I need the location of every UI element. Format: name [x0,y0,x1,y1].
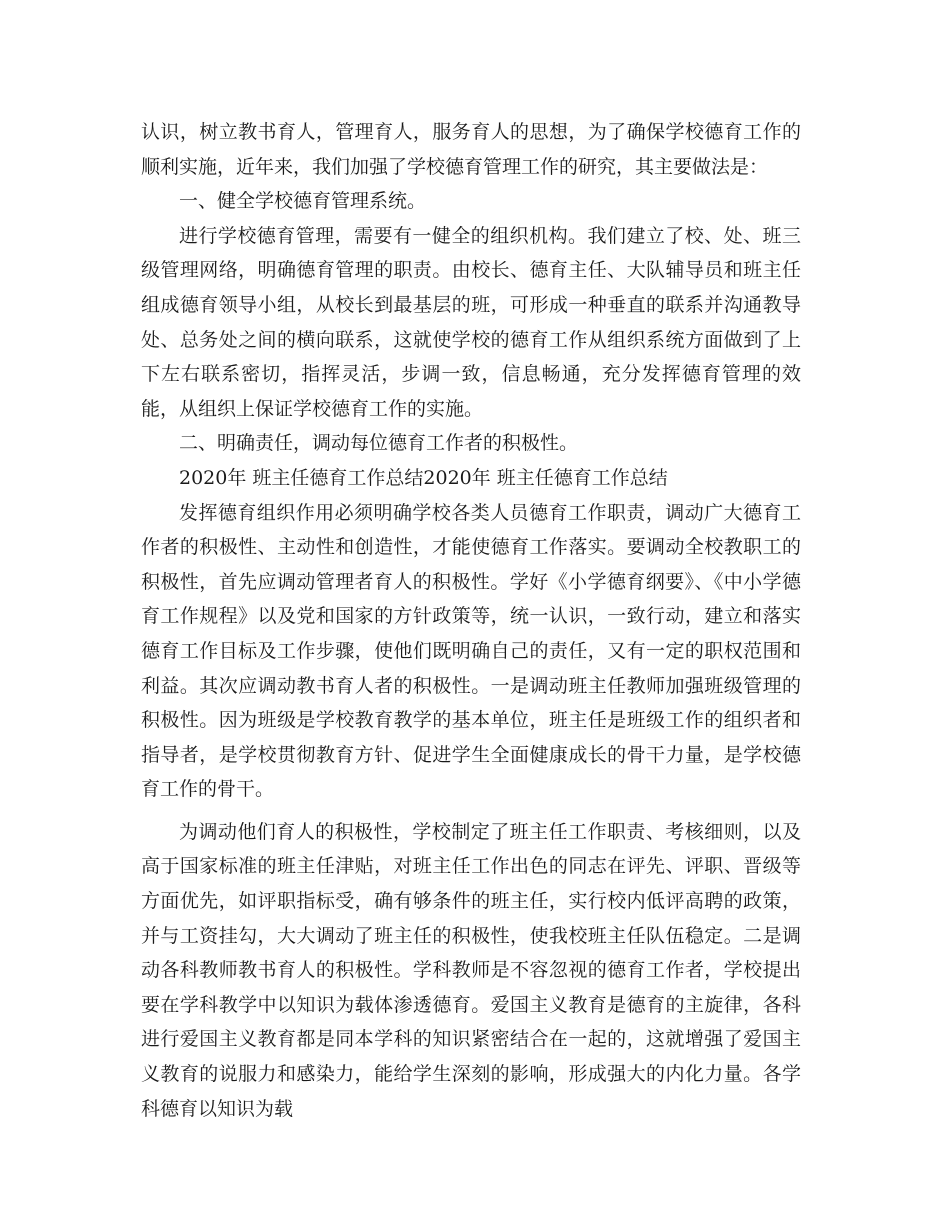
paragraph-organization: 进行学校德育管理，需要有一健全的组织机构。我们建立了校、处、班三级管理网络，明确德育管理的职责。由校长、德育主任、大队辅导员和班主任组成德育领导小组，从校长到最基层的班，可形成一种垂直的联系并沟通教导处、总务处之间的横向联系，这就使学校的德育工作从组织系统方面做到了上下左右联系密切，指挥灵活，步调一致，信息畅通，充分发挥德育管理的效能，从组织上保证学校德育工作的实施。 [141,224,801,420]
document-title-line: 2020年 班主任德育工作总结2020年 班主任德育工作总结 [179,466,668,489]
section-heading-2: 二、明确责任，调动每位德育工作者的积极性。 [179,432,579,455]
paragraph-motivation: 为调动他们育人的积极性，学校制定了班主任工作职责、考核细则，以及高于国家标准的班主任津贴，对班主任工作出色的同志在评先、评职、晋级等方面优先，如评职指标受，确有够条件的班主任，实行校内低评高聘的政策，并与工资挂勾，大大调动了班主任的积极性，使我校班主任队伍稳定。二是调动各科教师教书育人的积极性。学科教师是不容忽视的德育工作者，学校提出要在学科教学中以知识为载体渗透德育。爱国主义教育是德育的主旋律，各科进行爱国主义教育都是同本学科的知识紧密结合在一起的，这就增强了爱国主义教育的说服力和感染力，能给学生深刻的影响，形成强大的内化力量。各学科德育以知识为载 [141,820,801,1120]
section-heading-1: 一、健全学校德育管理系统。 [179,190,427,213]
paragraph-intro: 认识，树立教书育人，管理育人，服务育人的思想，为了确保学校德育工作的顺利实施，近年来，我们加强了学校德育管理工作的研究，其主要做法是： [141,121,801,178]
paragraph-responsibility: 发挥德育组织作用必须明确学校各类人员德育工作职责，调动广大德育工作者的积极性、主动性和创造性，才能使德育工作落实。要调动全校教职工的积极性，首先应调动管理者育人的积极性。学好《小学德育纲要》、《中小学德育工作规程》以及党和国家的方针政策等，统一认识，一致行动，建立和落实德育工作目标及工作步骤，使他们既明确自己的责任，又有一定的职权范围和利益。其次应调动教书育人者的积极性。一是调动班主任教师加强班级管理的积极性。因为班级是学校教育教学的基本单位，班主任是班级工作的组织者和指导者，是学校贯彻教育方针、促进学生全面健康成长的骨干力量，是学校德育工作的骨干。 [141,501,801,801]
document-body [141,115,801,1126]
